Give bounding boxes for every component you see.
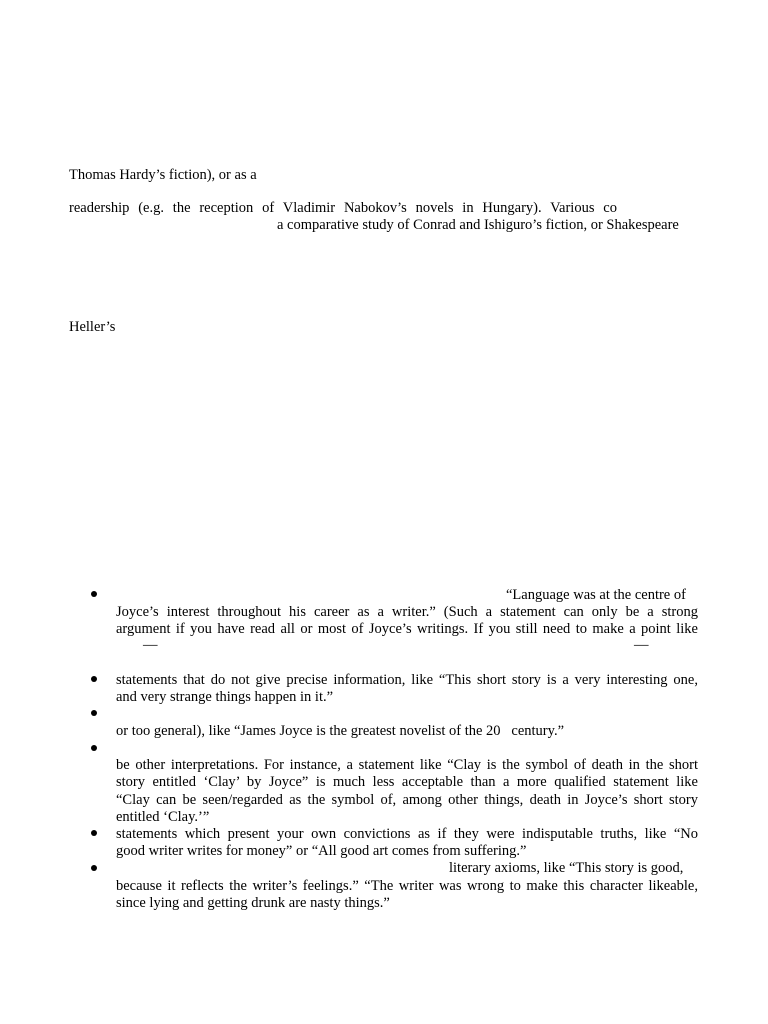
bullet-2-line-1: statements that do not give precise information, like “This short story is a very interesting one, xyxy=(116,672,698,688)
bullet-4-line-2: story entitled ‘Clay’ by Joyce” is much less acceptable than a more qualified statement like xyxy=(116,774,698,790)
bullet-2-marker xyxy=(91,676,97,682)
bullet-5-line-2: good writer writes for money” or “All good art comes from suffering.” xyxy=(116,843,527,859)
bullet-3-line-1: or too general), like “James Joyce is the greatest novelist of the 20 century.” xyxy=(116,723,565,739)
bullet-6-line-2: because it reflects the writer’s feelings.” “The writer was wrong to make this character likeable, xyxy=(116,878,698,894)
bullet-1-line-2: Joyce’s interest throughout his career as a writer.” (Such a statement can only be a strong xyxy=(116,604,698,620)
bullet-4-line-4: entitled ‘Clay.’” xyxy=(116,809,210,825)
bullet-5-line-1: statements which present your own convictions as if they were indisputable truths, like “No xyxy=(116,826,698,842)
bullet-1-marker xyxy=(91,591,97,597)
bullet-1-dash-right: — xyxy=(634,637,649,653)
bullet-6-line-3: since lying and getting drunk are nasty things.” xyxy=(116,895,390,911)
bullet-3-marker xyxy=(91,710,97,716)
text-line-heller: Heller’s xyxy=(69,319,116,335)
bullet-1-line-3: argument if you have read all or most of Joyce’s writings. If you still need to make a point like xyxy=(116,621,698,637)
text-line-readership: readership (e.g. the reception of Vladimir Nabokov’s novels in Hungary). Various co xyxy=(69,200,617,216)
bullet-5-marker xyxy=(91,830,97,836)
bullet-1-line-1: “Language was at the centre of xyxy=(506,587,686,603)
bullet-4-line-1: be other interpretations. For instance, a statement like “Clay is the symbol of death in the short xyxy=(116,757,698,773)
bullet-4-line-3: “Clay can be seen/regarded as the symbol of, among other things, death in Joyce’s short story xyxy=(116,792,698,808)
bullet-6-line-1: literary axioms, like “This story is good, xyxy=(449,860,684,876)
bullet-6-marker xyxy=(91,865,97,871)
bullet-4-marker xyxy=(91,745,97,751)
text-line-hardy: Thomas Hardy’s fiction), or as a xyxy=(69,167,257,183)
bullet-1-dash-left: — xyxy=(143,637,158,653)
bullet-2-line-2: and very strange things happen in it.” xyxy=(116,689,334,705)
text-line-comparative: a comparative study of Conrad and Ishiguro’s fiction, or Shakespeare xyxy=(277,217,679,233)
